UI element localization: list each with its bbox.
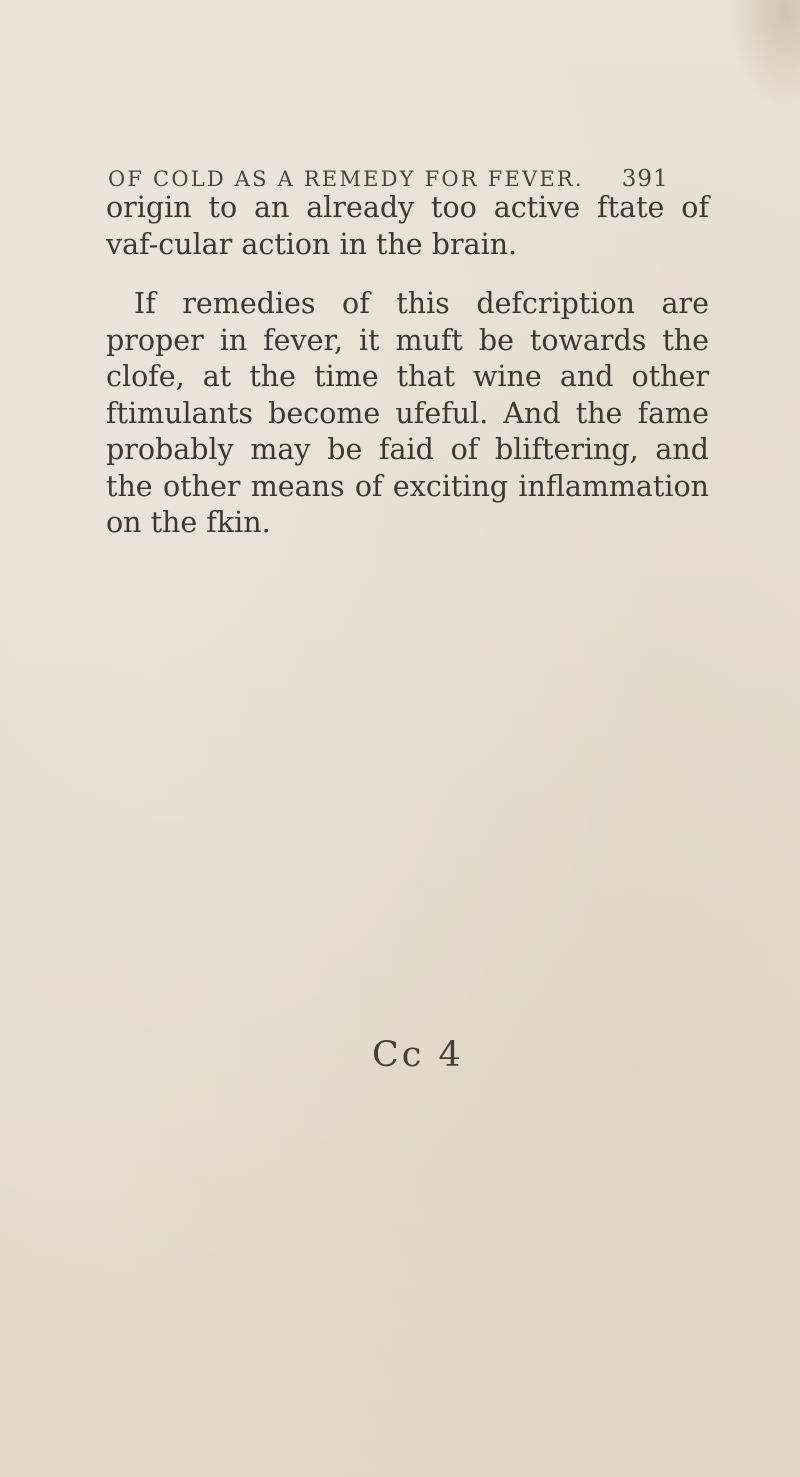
running-head-title: OF COLD AS A REMEDY FOR FEVER.: [108, 167, 584, 191]
page-stain: [730, 0, 800, 110]
signature-mark: Cc 4: [372, 1035, 464, 1075]
body-text: [106, 190, 709, 542]
paragraph: If remedies of this defcription are proper in fever, it muft be towards the clofe, at the time that wine and other ftimulants become ufeful. And the fame probably may be faid of bliftering, and the other means of exciting inflammation on the fkin.: [106, 287, 709, 539]
running-head: [108, 166, 708, 192]
page-number: 391: [621, 166, 669, 192]
paragraph: origin to an already too active ftate of vaf-cular action in the brain.: [106, 191, 709, 261]
